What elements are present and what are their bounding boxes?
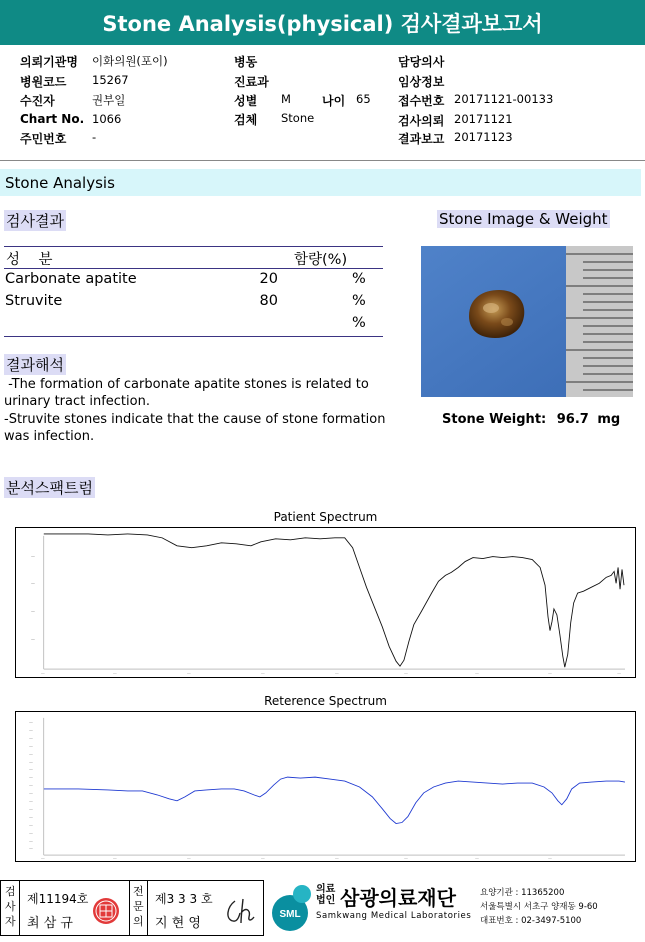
- report-title: Stone Analysis(physical) 검사결과보고서: [0, 0, 645, 45]
- hospital-code-value: 15267: [92, 73, 129, 87]
- department-label: 진료과: [234, 75, 269, 89]
- svg-text:—: —: [28, 719, 33, 725]
- svg-text:—: —: [28, 751, 33, 757]
- org-address: 서울특별시 서초구 양재동 9-60: [480, 902, 598, 912]
- interpretation-line-4: was infection.: [4, 429, 95, 444]
- sex-label: 성별: [234, 94, 258, 108]
- patient-label: 수진자: [20, 94, 55, 108]
- org-phone: 대표번호 : 02-3497-5100: [480, 916, 582, 926]
- patient-value: 권부일: [92, 93, 126, 107]
- row-3-unit: %: [352, 315, 366, 331]
- header-divider: [0, 160, 645, 161]
- svg-text:—: —: [28, 846, 33, 852]
- reviewer-license-no: 제3 3 3 호: [155, 892, 213, 906]
- age-label: 나이: [322, 94, 346, 108]
- svg-text:—: —: [548, 671, 552, 677]
- receipt-no-value: 20171121-00133: [454, 92, 554, 106]
- svg-text:—: —: [30, 581, 35, 587]
- table-bottom-rule: [4, 336, 383, 337]
- reference-spectrum-plot: [15, 711, 636, 862]
- reference-spectrum-title: Reterence Spectrum: [264, 694, 387, 708]
- clinical-info-label: 임상정보: [398, 75, 445, 89]
- examiner-seal: [91, 896, 121, 926]
- svg-text:—: —: [28, 727, 33, 733]
- svg-text:—: —: [30, 553, 35, 559]
- svg-text:—: —: [403, 856, 408, 862]
- svg-text:—: —: [28, 782, 33, 788]
- examiner-name: 최 삼 규: [27, 916, 73, 931]
- column-component: 성 분: [6, 252, 53, 268]
- svg-text:—: —: [474, 856, 479, 862]
- image-heading: Stone Image & Weight: [439, 210, 608, 228]
- svg-text:—: —: [112, 671, 117, 677]
- specimen-value: Stone: [281, 111, 315, 125]
- signature-box: [0, 880, 264, 936]
- svg-text:—: —: [28, 759, 33, 765]
- stone-weight-value: 96.7: [556, 412, 589, 427]
- table-top-rule: [4, 246, 383, 247]
- examiner-license-no: 제11194호: [27, 892, 89, 906]
- svg-text:—: —: [28, 806, 33, 812]
- svg-text:—: —: [40, 671, 45, 677]
- stone-weight: [442, 412, 620, 427]
- svg-text:—: —: [28, 838, 33, 844]
- svg-text:—: —: [30, 636, 35, 642]
- svg-text:—: —: [28, 798, 33, 804]
- stone-weight-unit: mg: [597, 412, 621, 427]
- svg-text:—: —: [28, 814, 33, 820]
- report-date-label: 결과보고: [398, 132, 445, 146]
- svg-text:—: —: [40, 856, 45, 862]
- chart-no-value: 1066: [92, 112, 122, 126]
- org-english-name: Samkwang Medical Laboratories: [316, 911, 472, 921]
- stone-weight-label: Stone Weight:: [442, 412, 547, 427]
- report-date-value: 20171123: [454, 130, 513, 144]
- institution-code: 요양기관 : 11365200: [480, 888, 565, 898]
- row-2-unit: %: [352, 293, 366, 309]
- examiner-label: 검 사 자: [5, 885, 16, 928]
- receipt-no-label: 접수번호: [398, 94, 445, 108]
- svg-text:—: —: [28, 735, 33, 741]
- svg-text:—: —: [186, 856, 191, 862]
- svg-text:—: —: [548, 856, 552, 862]
- reviewer-name: 지 현 영: [155, 916, 201, 931]
- svg-text:—: —: [28, 775, 33, 781]
- reviewer-signature: [221, 895, 257, 927]
- org-prefix: 의료 법인: [316, 884, 336, 906]
- request-date-value: 20171121: [454, 112, 513, 126]
- table-header-rule: [4, 268, 383, 269]
- section-title: Stone Analysis: [0, 169, 641, 196]
- hospital-code-label: 병원코드: [20, 75, 67, 89]
- svg-text:—: —: [28, 767, 33, 773]
- svg-text:—: —: [30, 608, 35, 614]
- svg-text:—: —: [260, 856, 265, 862]
- specimen-label: 검체: [234, 113, 258, 127]
- age-value: 65: [356, 92, 371, 106]
- row-1-name: Carbonate apatite: [5, 271, 137, 287]
- interpretation-line-2: urinary tract infection.: [4, 394, 150, 409]
- stone-photo: [421, 246, 633, 397]
- chart-no-label: Chart No.: [20, 112, 85, 126]
- svg-text:—: —: [403, 671, 408, 677]
- institution-value: 이화의원(포이): [92, 54, 168, 68]
- spectrum-heading: 분석스팩트럼: [6, 479, 93, 497]
- resident-no-label: 주민번호: [20, 132, 67, 146]
- ward-label: 병동: [234, 55, 258, 69]
- svg-text:—: —: [334, 856, 339, 862]
- org-name: 삼광의료재단: [340, 886, 456, 910]
- svg-text:—: —: [474, 671, 479, 677]
- svg-text:—: —: [617, 671, 622, 677]
- svg-text:—: —: [28, 743, 33, 749]
- svg-text:—: —: [186, 671, 191, 677]
- interpretation-line-3: -Struvite stones indicate that the cause of stone formation: [4, 412, 386, 427]
- row-1-unit: %: [352, 271, 366, 287]
- interpretation-line-1: -The formation of carbonate apatite stones is related to: [4, 377, 369, 392]
- sml-logo: [268, 883, 316, 933]
- sex-value: M: [281, 92, 291, 106]
- svg-text:—: —: [112, 856, 117, 862]
- sml-logo-text: SML: [279, 909, 301, 920]
- row-1-amount: 20: [259, 271, 278, 287]
- patient-spectrum-title: Patient Spectrum: [273, 510, 378, 524]
- svg-text:—: —: [28, 790, 33, 796]
- interpretation-heading: 결과해석: [6, 356, 64, 374]
- result-heading: 검사결과: [6, 212, 64, 230]
- row-2-name: Struvite: [5, 293, 63, 309]
- institution-label: 의뢰기관명: [20, 55, 78, 69]
- svg-text:—: —: [334, 671, 339, 677]
- column-amount: 함량(%): [294, 252, 348, 268]
- svg-text:—: —: [260, 671, 265, 677]
- resident-no-value: -: [92, 130, 97, 144]
- row-2-amount: 80: [259, 293, 278, 309]
- request-date-label: 검사의뢰: [398, 114, 445, 128]
- svg-text:—: —: [28, 822, 33, 828]
- reviewer-label: 전 문 의: [133, 885, 144, 928]
- patient-spectrum-plot: [15, 527, 636, 678]
- svg-text:—: —: [28, 830, 33, 836]
- doctor-label: 담당의사: [398, 55, 445, 69]
